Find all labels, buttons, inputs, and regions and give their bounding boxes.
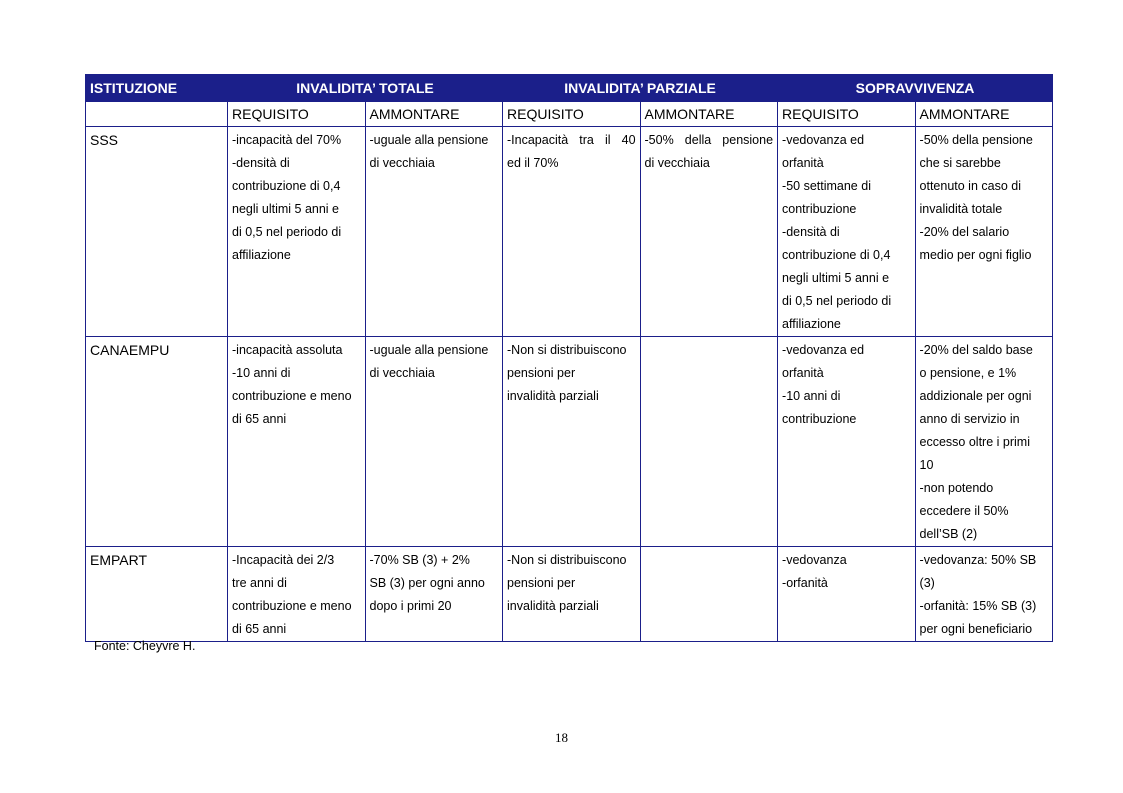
cell-line: contribuzione di 0,4 xyxy=(782,248,891,262)
table-body xyxy=(86,127,1053,642)
subheader-requisito: REQUISITO xyxy=(778,102,916,127)
cell-line: -vedovanza ed xyxy=(782,343,865,357)
cell-line: -orfanità xyxy=(782,576,828,590)
cell-line: -20% del saldo base xyxy=(919,343,1033,357)
table-row xyxy=(86,127,1053,337)
cell-line: -Incapacità dei 2/3 xyxy=(232,553,335,567)
cell-line: di 65 anni xyxy=(232,412,287,426)
table-cell xyxy=(503,547,641,642)
subheader-empty xyxy=(86,102,228,127)
table-cell xyxy=(640,337,778,547)
table-cell xyxy=(778,337,916,547)
cell-line: per ogni beneficiario xyxy=(919,622,1033,636)
header-sopravvivenza: SOPRAVVIVENZA xyxy=(778,75,1053,102)
cell-line: SB (3) per ogni anno xyxy=(369,576,485,590)
cell-line: -Incapacità tra il 40 xyxy=(507,133,636,147)
cell-line: negli ultimi 5 anni e xyxy=(782,271,890,285)
cell-line: -50% della pensione xyxy=(644,133,774,147)
cell-line: -10 anni di xyxy=(232,366,291,380)
table-cell xyxy=(365,127,503,337)
cell-line: ed il 70% xyxy=(507,156,559,170)
cell-line: eccedere il 50% xyxy=(919,504,1009,518)
header-invalidita-totale: INVALIDITA’ TOTALE xyxy=(228,75,503,102)
subheader-ammontare: AMMONTARE xyxy=(915,102,1053,127)
table-cell xyxy=(228,127,366,337)
cell-line: -Non si distribuiscono xyxy=(507,343,627,357)
cell-line: -vedovanza: 50% SB xyxy=(919,553,1037,567)
cell-line: affiliazione xyxy=(232,248,291,262)
header-invalidita-parziale: INVALIDITA’ PARZIALE xyxy=(503,75,778,102)
cell-line: dell’SB (2) xyxy=(919,527,978,541)
table-cell xyxy=(778,127,916,337)
cell-line: -50 settimane di xyxy=(782,179,871,193)
cell-line: di 0,5 nel periodo di xyxy=(782,294,892,308)
cell-line: eccesso oltre i primi xyxy=(919,435,1030,449)
cell-line: addizionale per ogni xyxy=(919,389,1032,403)
source-note: Fonte: Cheyvre H. xyxy=(94,639,196,653)
cell-line: invalidità parziali xyxy=(507,599,599,613)
cell-line: -20% del salario xyxy=(919,225,1010,239)
cell-line: 10 xyxy=(919,458,934,472)
subheader-ammontare: AMMONTARE xyxy=(365,102,503,127)
cell-line: di 65 anni xyxy=(232,622,287,636)
cell-line: -orfanità: 15% SB (3) xyxy=(919,599,1037,613)
cell-line: anno di servizio in xyxy=(919,412,1020,426)
cell-line: -50% della pensione xyxy=(919,133,1033,147)
table-cell xyxy=(365,547,503,642)
cell-line: -non potendo xyxy=(919,481,994,495)
cell-line: di vecchiaia xyxy=(369,366,435,380)
cell-line: affiliazione xyxy=(782,317,841,331)
cell-line: -vedovanza ed xyxy=(782,133,865,147)
table-header-row xyxy=(86,75,1053,102)
table-cell xyxy=(915,127,1053,337)
page-number: 18 xyxy=(555,730,568,745)
institution-cell: SSS xyxy=(86,127,228,337)
table-cell xyxy=(228,547,366,642)
cell-line: contribuzione xyxy=(782,202,857,216)
subheader-requisito: REQUISITO xyxy=(228,102,366,127)
cell-line: -10 anni di xyxy=(782,389,841,403)
table-cell xyxy=(778,547,916,642)
institution-cell: EMPART xyxy=(86,547,228,642)
cell-line: contribuzione e meno xyxy=(232,389,352,403)
cell-line: medio per ogni figlio xyxy=(919,248,1032,262)
table-cell xyxy=(640,127,778,337)
table-cell xyxy=(915,547,1053,642)
cell-line: di 0,5 nel periodo di xyxy=(232,225,342,239)
cell-line: -densità di xyxy=(782,225,840,239)
table-cell xyxy=(640,547,778,642)
cell-line: -uguale alla pensione xyxy=(369,343,489,357)
table-cell xyxy=(503,127,641,337)
header-istituzione: ISTITUZIONE xyxy=(86,75,228,102)
cell-line: orfanità xyxy=(782,366,824,380)
cell-line: contribuzione xyxy=(782,412,857,426)
benefits-table xyxy=(85,74,1053,642)
cell-line: pensioni per xyxy=(507,366,576,380)
cell-line: di vecchiaia xyxy=(369,156,435,170)
cell-line: -Non si distribuiscono xyxy=(507,553,627,567)
cell-line: ottenuto in caso di xyxy=(919,179,1021,193)
cell-line: dopo i primi 20 xyxy=(369,599,452,613)
cell-line: o pensione, e 1% xyxy=(919,366,1017,380)
cell-line: tre anni di xyxy=(232,576,287,590)
table-cell xyxy=(503,337,641,547)
cell-line: che si sarebbe xyxy=(919,156,1001,170)
cell-line: (3) xyxy=(919,576,935,590)
cell-line: orfanità xyxy=(782,156,824,170)
cell-line: contribuzione di 0,4 xyxy=(232,179,341,193)
table-row xyxy=(86,547,1053,642)
subheader-ammontare: AMMONTARE xyxy=(640,102,778,127)
cell-line: -vedovanza xyxy=(782,553,847,567)
cell-line: invalidità parziali xyxy=(507,389,599,403)
table-cell xyxy=(228,337,366,547)
cell-line: di vecchiaia xyxy=(644,156,710,170)
cell-line: -densità di xyxy=(232,156,290,170)
institution-cell: CANAEMPU xyxy=(86,337,228,547)
cell-line: contribuzione e meno xyxy=(232,599,352,613)
cell-line: -incapacità del 70% xyxy=(232,133,342,147)
cell-line: negli ultimi 5 anni e xyxy=(232,202,340,216)
table-row xyxy=(86,337,1053,547)
table-cell xyxy=(365,337,503,547)
cell-line: invalidità totale xyxy=(919,202,1003,216)
subheader-requisito: REQUISITO xyxy=(503,102,641,127)
cell-line: -incapacità assoluta xyxy=(232,343,343,357)
table-subheader-row xyxy=(86,102,1053,127)
cell-line: -70% SB (3) + 2% xyxy=(369,553,470,567)
cell-line: pensioni per xyxy=(507,576,576,590)
table-cell xyxy=(915,337,1053,547)
cell-line: -uguale alla pensione xyxy=(369,133,489,147)
